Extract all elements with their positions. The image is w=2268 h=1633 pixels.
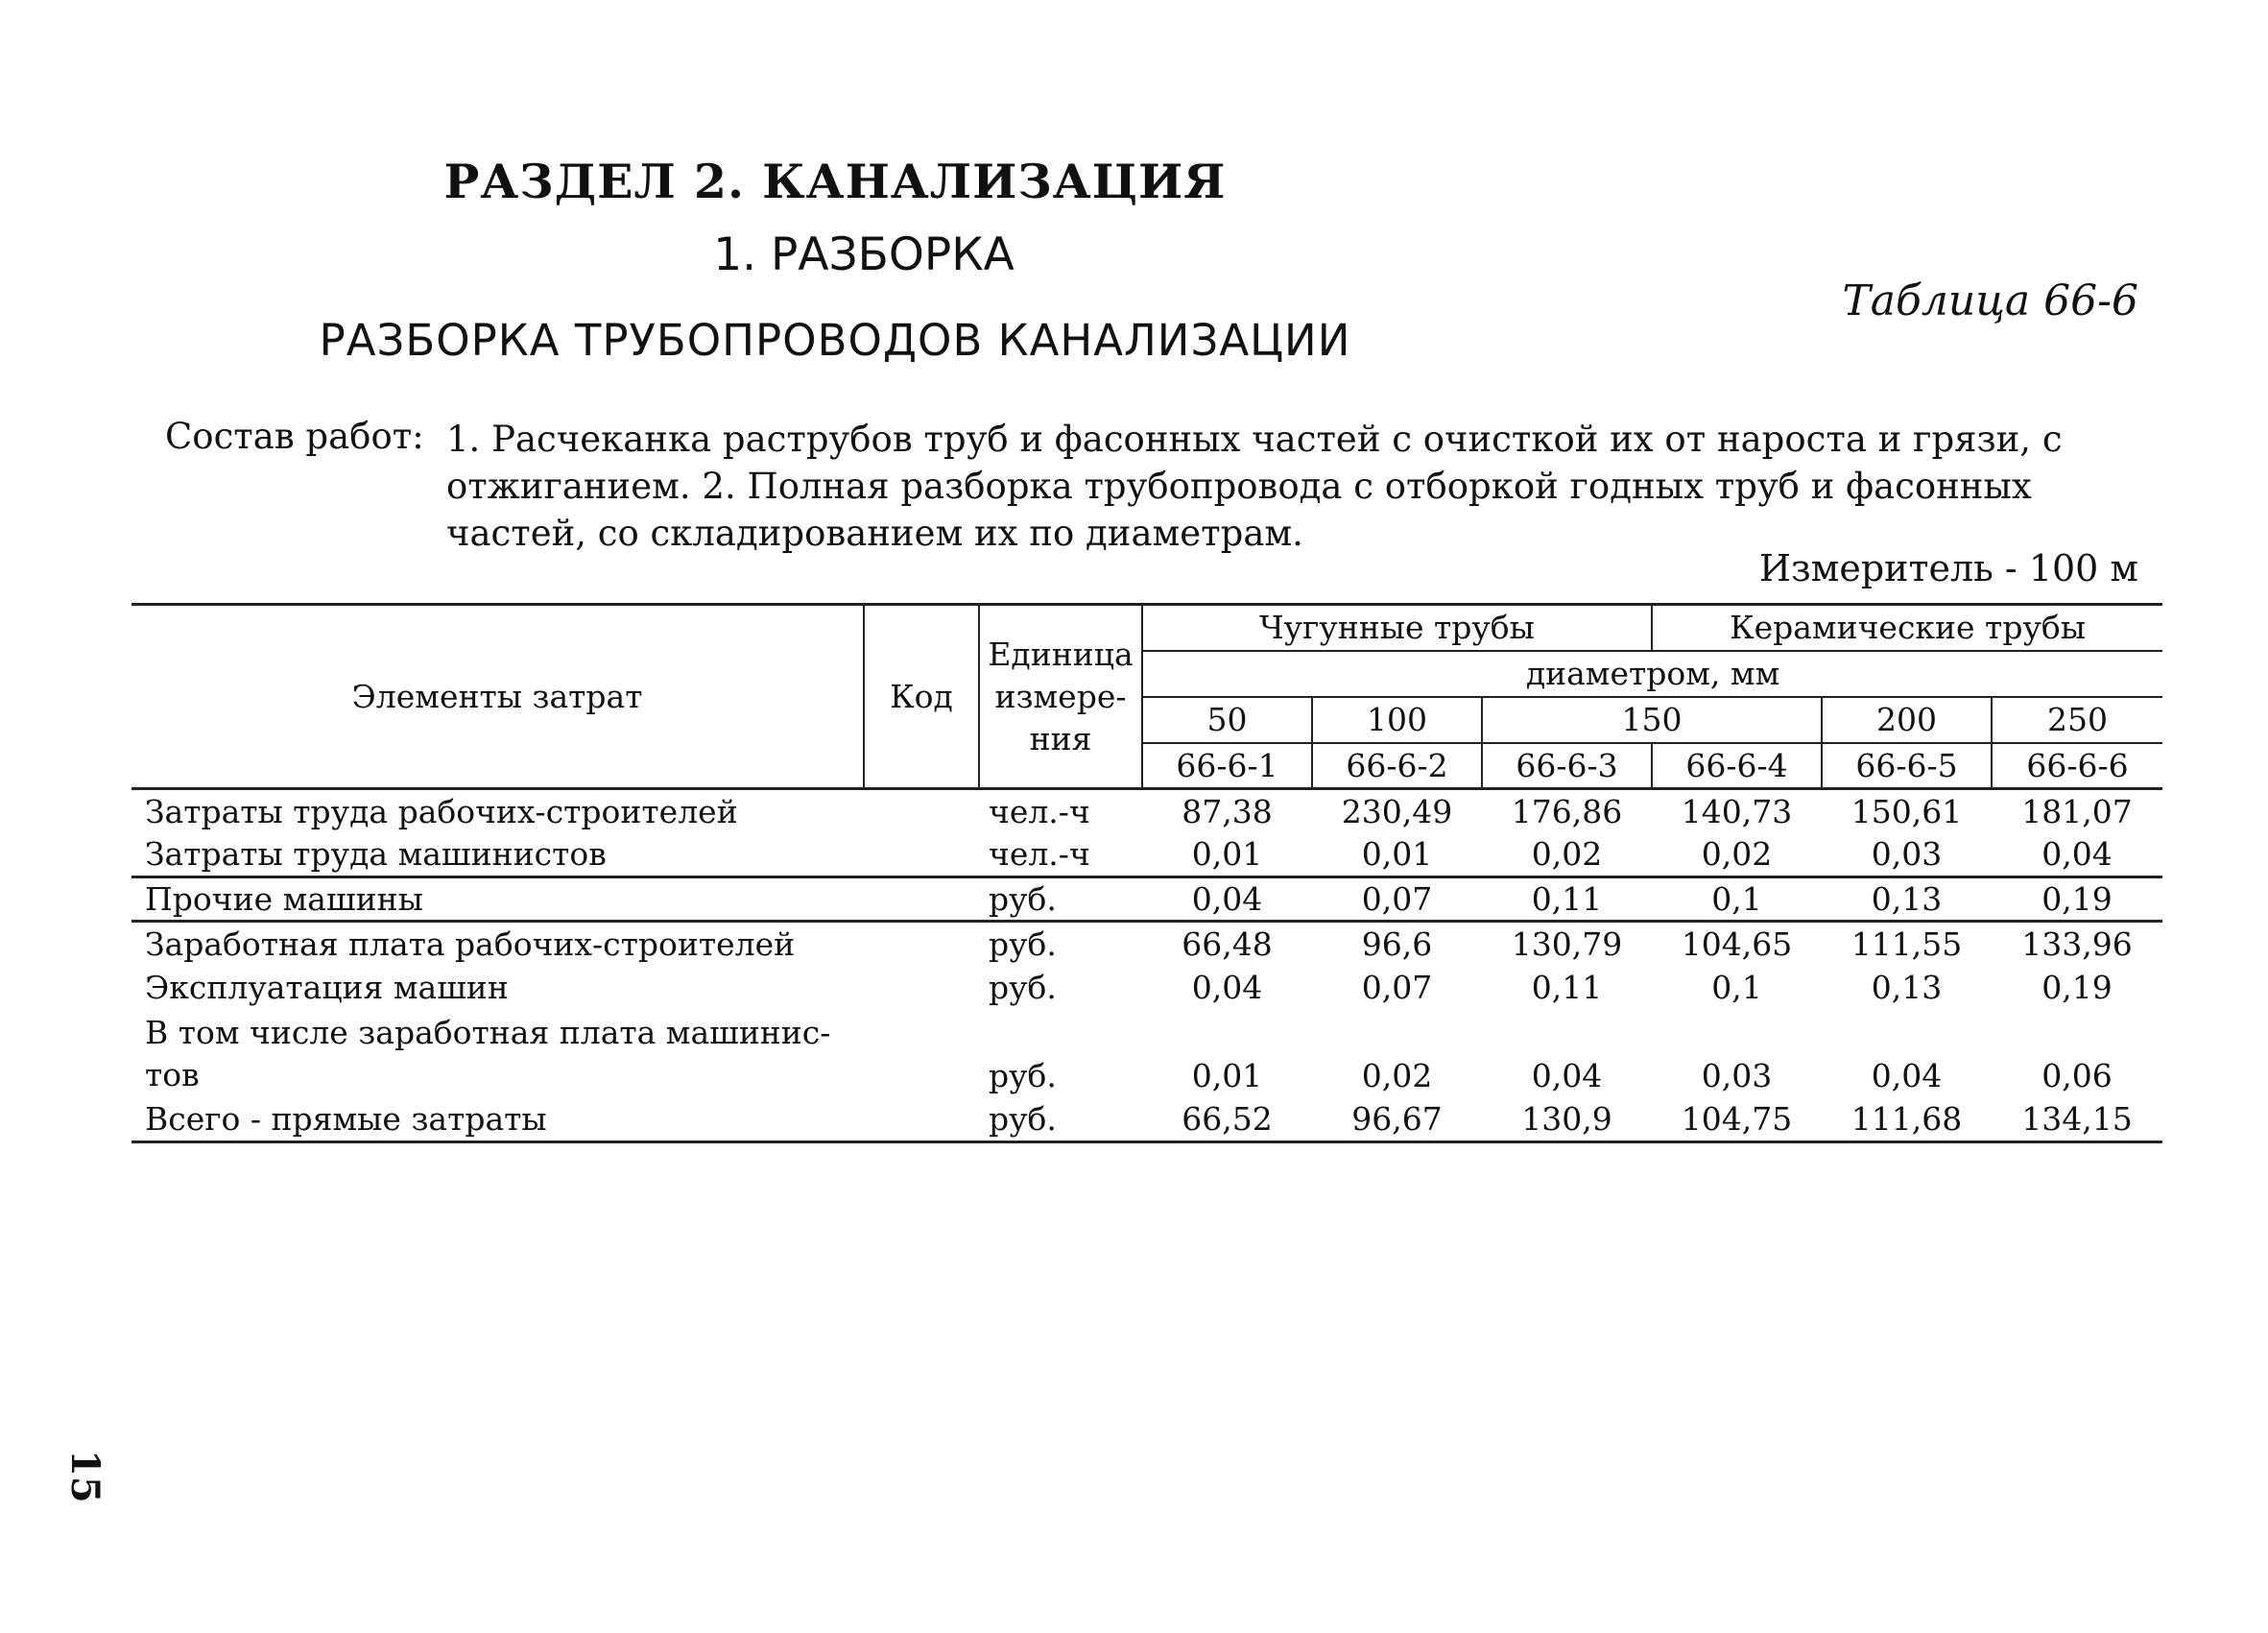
row-name: Заработная плата рабочих-строителей: [145, 925, 796, 963]
table-label: Таблица 66-6: [1842, 276, 2138, 325]
row-value: 0,02: [1482, 833, 1652, 877]
row-value: 0,1: [1711, 969, 1762, 1006]
row-value: 0,13: [1871, 969, 1943, 1006]
row-unit: руб.: [979, 1098, 1142, 1142]
row-value: 66,48: [1182, 925, 1273, 963]
row-value: 0,03: [1822, 833, 1992, 877]
table-row: [131, 1098, 2162, 1142]
row-value: 104,65: [1681, 925, 1793, 963]
header-code-value: 66-6-4: [1652, 743, 1822, 789]
row-value: 0,04: [1531, 1056, 1603, 1094]
header-code-value: 66-6-1: [1142, 743, 1312, 789]
row-value: 140,73: [1681, 792, 1793, 830]
row-value: 0,04: [1191, 969, 1263, 1006]
row-name: Затраты труда машинистов: [131, 833, 864, 877]
row-unit: чел.-ч: [979, 833, 1142, 877]
work-composition-label: Состав работ:: [165, 416, 424, 457]
row-name: Всего - прямые затраты: [131, 1098, 864, 1142]
row-value: 0,06: [2041, 1056, 2113, 1094]
row-value: 134,15: [1992, 1098, 2162, 1142]
header-code-value: 66-6-5: [1822, 743, 1992, 789]
row-unit: руб.: [989, 1056, 1057, 1094]
row-value: 0,1: [1652, 877, 1822, 922]
row-value: 0,04: [1871, 1056, 1943, 1094]
row-value: 0,01: [1312, 833, 1482, 877]
header-diameter-value: 100: [1312, 697, 1482, 743]
header-diameter-value: 50: [1142, 697, 1312, 743]
row-unit: руб.: [989, 925, 1057, 963]
table-row: [131, 1010, 2162, 1098]
header-ceramic: Керамические трубы: [1652, 605, 2162, 651]
cost-table: [131, 603, 2162, 1143]
row-value: 104,75: [1652, 1098, 1822, 1142]
row-value: 0,07: [1312, 877, 1482, 922]
header-cast-iron: Чугунные трубы: [1142, 605, 1652, 651]
header-diameter-value: 200: [1822, 697, 1992, 743]
section-title: РАЗДЕЛ 2. КАНАЛИЗАЦИЯ: [443, 154, 1227, 209]
row-value: 111,68: [1822, 1098, 1992, 1142]
table-row: [131, 966, 2162, 1010]
subsection-title: 1. РАЗБОРКА: [713, 228, 1015, 281]
row-unit: руб.: [989, 969, 1057, 1006]
measure-unit: Измеритель - 100 м: [1758, 547, 2138, 589]
table-row: [131, 833, 2162, 877]
row-name: В том числе заработная плата машинис-тов: [145, 1013, 831, 1093]
row-value: 87,38: [1182, 792, 1273, 830]
header-elements: Элементы затрат: [131, 605, 864, 789]
row-value: 0,02: [1652, 833, 1822, 877]
row-value: 96,67: [1312, 1098, 1482, 1142]
row-value: 181,07: [2021, 792, 2133, 830]
table-row: [131, 877, 2162, 922]
row-value: 0,11: [1531, 969, 1603, 1006]
row-value: 133,96: [2021, 925, 2133, 963]
row-value: 111,55: [1850, 925, 1963, 963]
header-diameter-value: 150: [1482, 697, 1822, 743]
row-unit: чел.-ч: [989, 792, 1090, 830]
table-name: РАЗБОРКА ТРУБОПРОВОДОВ КАНАЛИЗАЦИИ: [319, 315, 1351, 366]
table-header: [131, 605, 2162, 789]
row-value: 0,03: [1701, 1056, 1773, 1094]
work-composition-text: 1. Расчеканка раструбов труб и фасонных частей с очисткой их от нароста и грязи, с отжиганием. 2. Полная разборка трубопровода с отборкой годных труб и фасонных частей, со складированием их по диаметрам.: [446, 419, 2063, 554]
row-value: 0,04: [1992, 833, 2162, 877]
row-value: 230,49: [1341, 792, 1453, 830]
header-code-value: 66-6-2: [1312, 743, 1482, 789]
row-name: Прочие машины: [131, 877, 864, 922]
row-value: 0,07: [1361, 969, 1433, 1006]
row-value: 0,13: [1822, 877, 1992, 922]
header-unit: Единица измере-ния: [979, 605, 1142, 789]
row-value: 0,02: [1361, 1056, 1433, 1094]
row-value: 130,9: [1482, 1098, 1652, 1142]
row-value: 0,01: [1142, 833, 1312, 877]
page-number: 15: [62, 1450, 107, 1503]
table-row: [131, 789, 2162, 833]
row-value: 0,19: [2041, 969, 2113, 1006]
header-code: Код: [864, 605, 979, 789]
row-value: 0,19: [1992, 877, 2162, 922]
row-value: 0,01: [1191, 1056, 1263, 1094]
header-diameter: диаметром, мм: [1142, 651, 2162, 697]
header-diameter-value: 250: [1992, 697, 2162, 743]
header-code-value: 66-6-6: [1992, 743, 2162, 789]
row-name: Эксплуатация машин: [145, 969, 509, 1006]
header-code-value: 66-6-3: [1482, 743, 1652, 789]
row-value: 0,11: [1482, 877, 1652, 922]
row-value: 66,52: [1142, 1098, 1312, 1142]
row-value: 176,86: [1511, 792, 1623, 830]
row-value: 0,04: [1142, 877, 1312, 922]
row-name: Затраты труда рабочих-строителей: [145, 792, 738, 830]
row-value: 130,79: [1511, 925, 1623, 963]
row-unit: руб.: [979, 877, 1142, 922]
table-row: [131, 922, 2162, 966]
row-value: 96,6: [1361, 925, 1433, 963]
row-value: 150,61: [1850, 792, 1963, 830]
